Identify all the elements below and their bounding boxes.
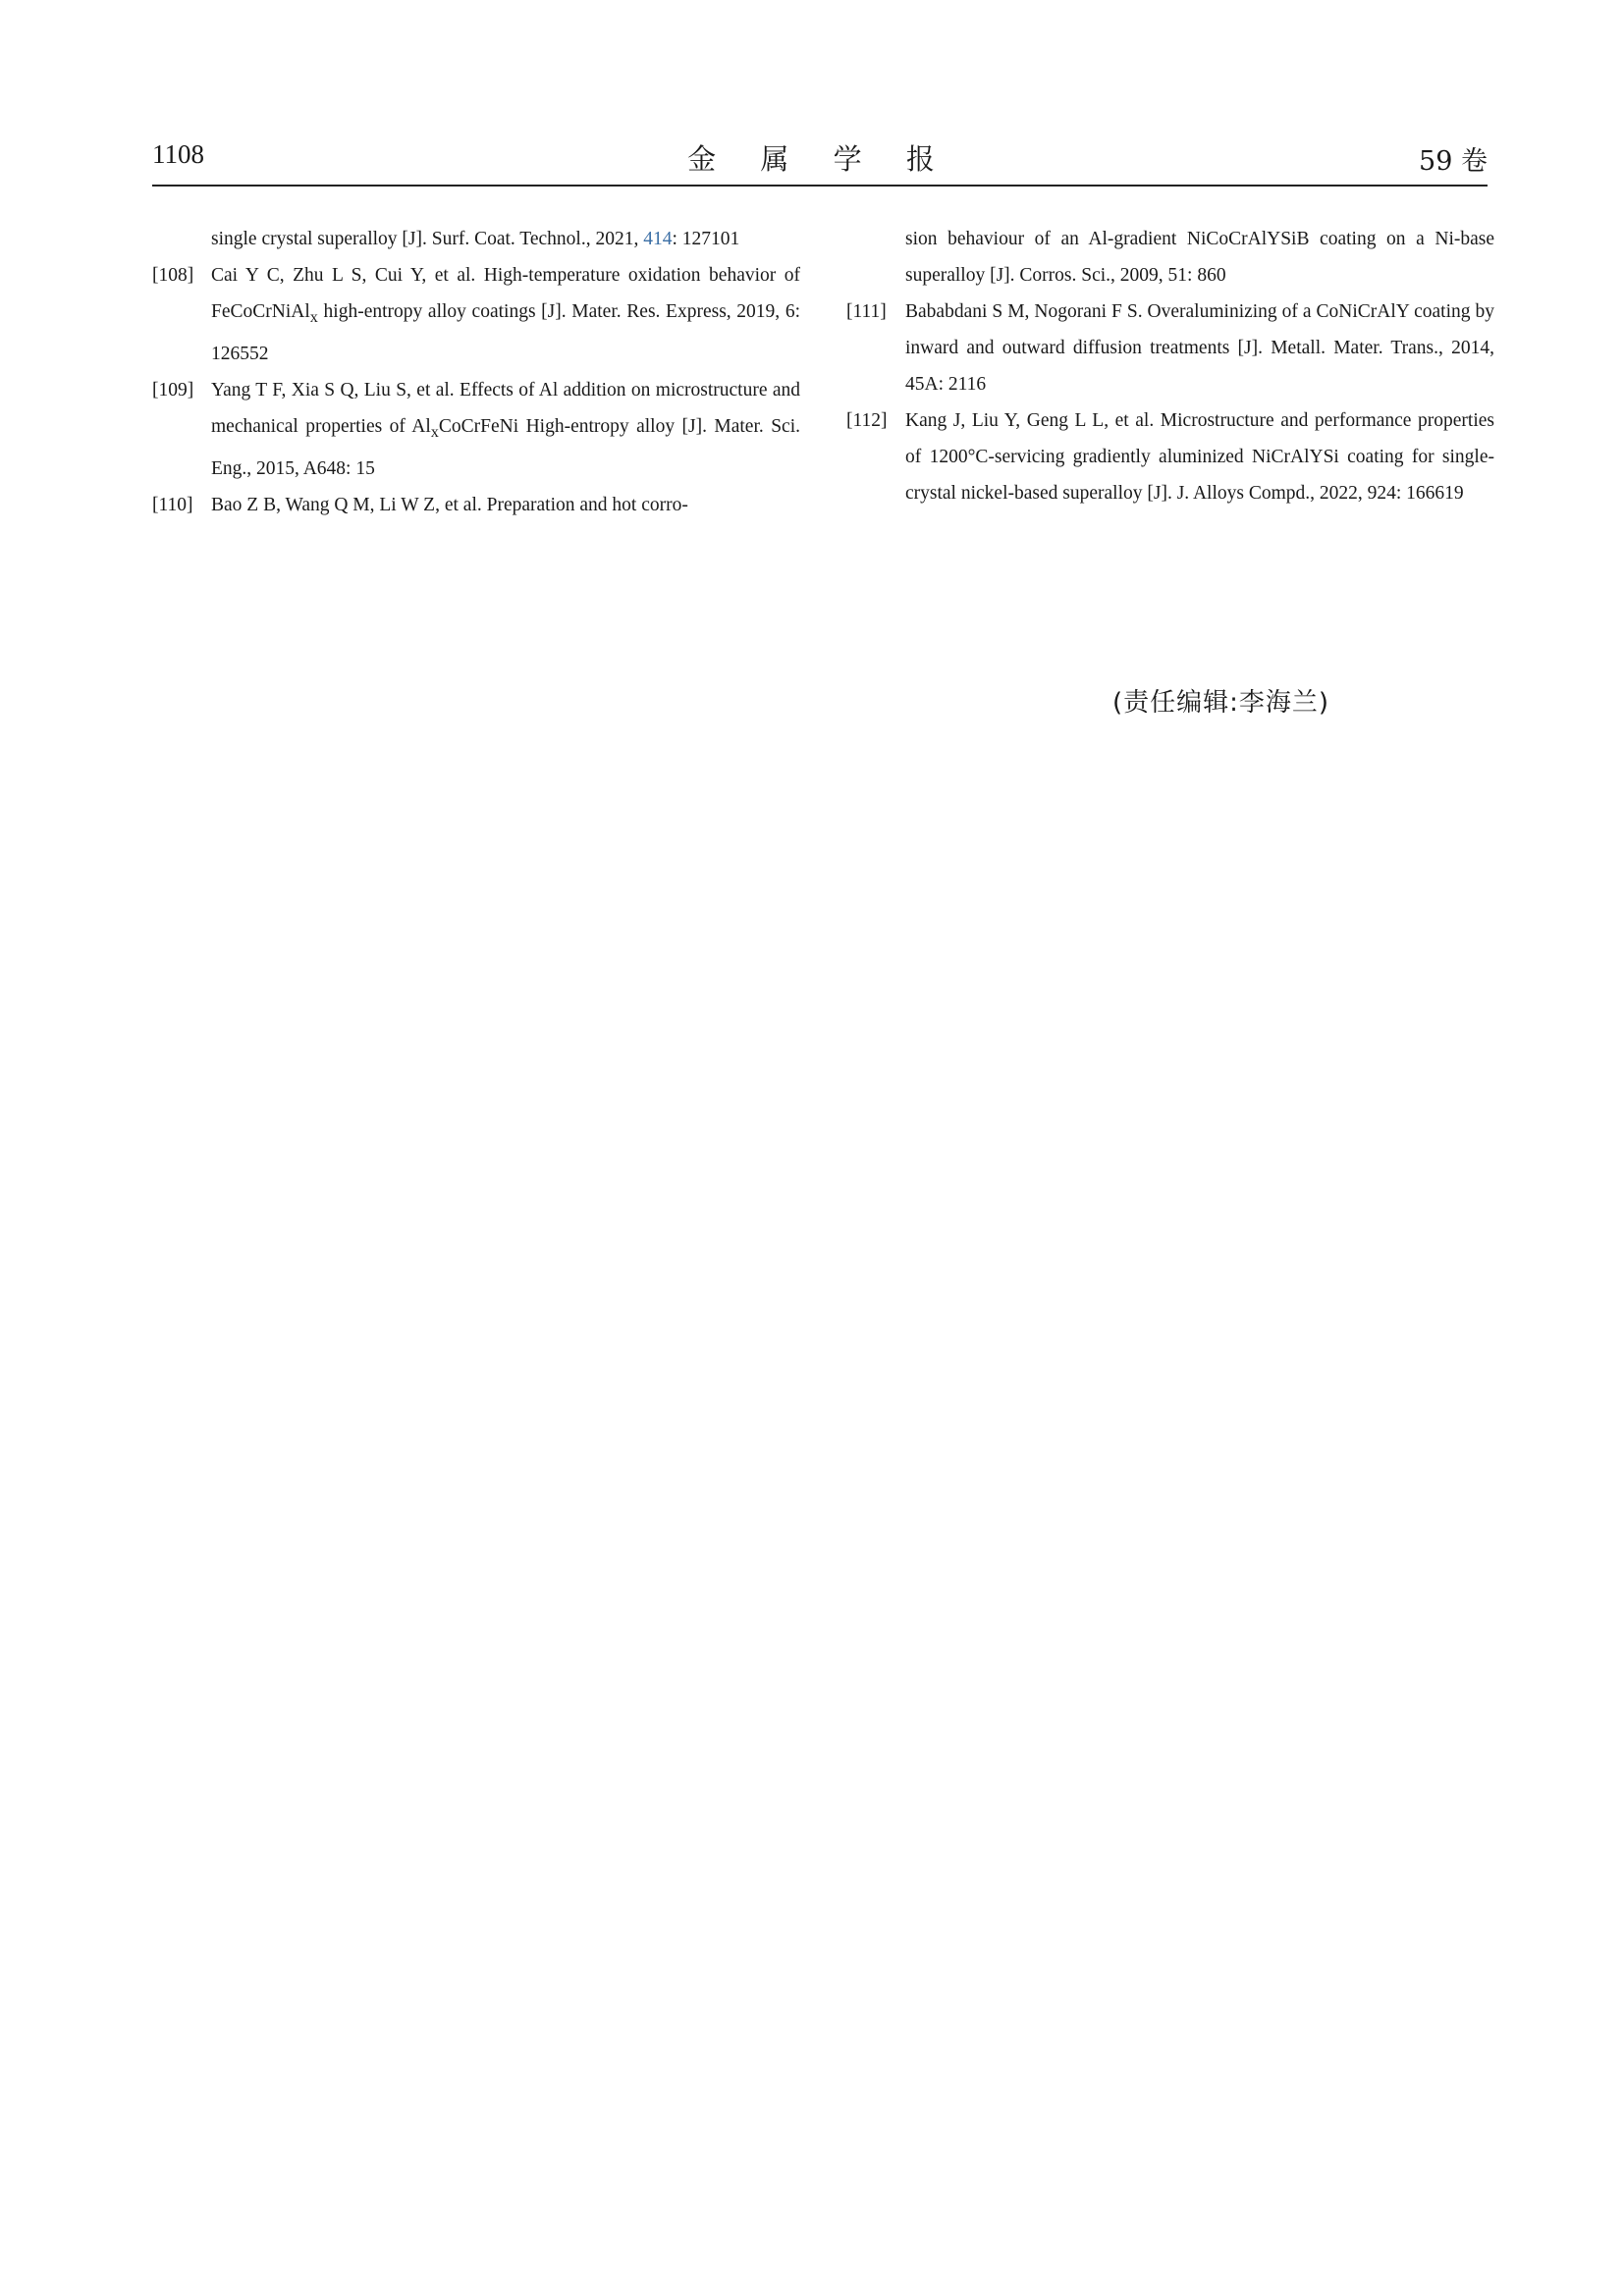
reference-text: CoCrFeNi High-entropy alloy [J]. Mater. Sci. Eng., 2015, A648: 15	[211, 415, 800, 479]
reference-item	[846, 294, 1494, 402]
volume-label: 59 卷	[1419, 146, 1488, 177]
reference-text: Kang J, Liu Y, Geng L L, et al. Microstructure and performance properties of 1200°C-servicing gradiently aluminized NiCrAlYSi coating for single-crystal nickel-based superalloy [J]. J. Alloys Compd., 2022, 924: 166619	[905, 410, 1494, 504]
responsible-editor-note: (责任编辑:李海兰)	[1112, 688, 1330, 718]
reference-item	[152, 257, 800, 372]
references-right-column	[846, 221, 1494, 511]
reference-volume-highlight: 414	[643, 229, 673, 249]
reference-item	[152, 487, 800, 523]
reference-text: high-entropy alloy coatings [J]. Mater. Res. Express, 2019, 6: 126552	[211, 301, 800, 364]
reference-number: [108]	[152, 265, 194, 286]
reference-text: Bao Z B, Wang Q M, Li W Z, et al. Preparation and hot corro-	[211, 494, 688, 515]
subscript: x	[309, 307, 318, 326]
reference-continuation	[846, 221, 1494, 294]
reference-continuation	[152, 221, 800, 257]
reference-text: Yang T F, Xia S Q, Liu S, et al. Effects of Al addition on microstructure and mechanical properties of Al	[211, 379, 800, 437]
page-number: 1108	[152, 139, 204, 169]
reference-number: [111]	[846, 301, 887, 322]
reference-number: [112]	[846, 410, 888, 431]
reference-number: [110]	[152, 494, 193, 515]
reference-text: : 127101	[672, 229, 740, 249]
reference-item	[152, 372, 800, 487]
references-left-column	[152, 221, 800, 523]
reference-item	[846, 402, 1494, 511]
subscript: x	[430, 422, 439, 441]
journal-title: 金 属 学 报	[687, 142, 952, 176]
reference-number: [109]	[152, 379, 194, 400]
reference-text: single crystal superalloy [J]. Surf. Coat. Technol., 2021,	[211, 229, 644, 249]
running-header	[152, 137, 1488, 187]
reference-text: Cai Y C, Zhu L S, Cui Y, et al. High-temperature oxidation behavior of FeCoCrNiAl	[211, 265, 800, 322]
reference-text: sion behaviour of an Al-gradient NiCoCrAlYSiB coating on a Ni-base superalloy [J]. Corros. Sci., 2009, 51: 860	[905, 229, 1494, 286]
reference-text: Bababdani S M, Nogorani F S. Overaluminizing of a CoNiCrAlY coating by inward and outward diffusion treatments [J]. Metall. Mater. Trans., 2014, 45A: 2116	[905, 301, 1494, 395]
